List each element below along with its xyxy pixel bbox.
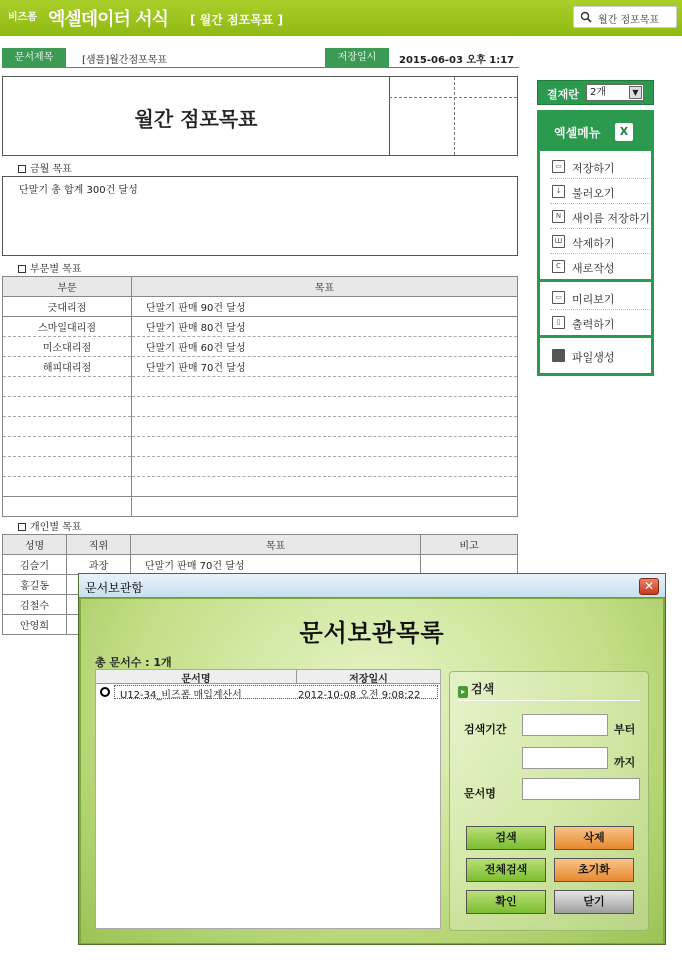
menu-item-new[interactable] (550, 255, 650, 279)
period-label: 검색기간 (464, 723, 507, 736)
docname-label: 문서명 (464, 787, 496, 800)
period-from-input[interactable] (522, 714, 608, 736)
doc-date-label: 저장일시 (325, 48, 389, 67)
table-cell: 안영희 (3, 615, 67, 635)
approval-panel (537, 80, 654, 105)
logo-main: 엑셀데이터 서식 (48, 9, 168, 30)
table-cell: 김철수 (3, 595, 67, 615)
menu-item-save-as[interactable] (550, 205, 650, 229)
table-cell: 김슬기 (3, 555, 67, 575)
table-row (3, 477, 518, 497)
divider (540, 279, 651, 282)
column-header: 직위 (67, 535, 131, 555)
menu-item-load[interactable] (550, 180, 650, 204)
table-row (3, 377, 518, 397)
menu-item-label: 출력하기 (572, 318, 615, 331)
save-icon: ▭ (552, 160, 565, 173)
table-cell: 미소대리점 (3, 337, 132, 357)
divider (2, 67, 519, 68)
search-all-button[interactable]: 전체검색 (466, 858, 546, 882)
search-panel-title (458, 680, 494, 698)
column-header: 비고 (421, 535, 518, 555)
to-label: 까지 (614, 756, 636, 769)
trash-icon: Ш (552, 235, 565, 248)
section-person-goal (18, 518, 81, 533)
doc-date-value: 2015-06-03 오후 1:17 (399, 55, 515, 66)
table-row (3, 417, 518, 437)
table-row (3, 497, 518, 517)
title-box (2, 76, 518, 156)
table-row (3, 457, 518, 477)
approval-label: 결재란 (547, 88, 579, 101)
menu-item-label: 미리보기 (572, 293, 615, 306)
column-header: 목표 (132, 277, 518, 297)
menu-item-label: 새로작성 (572, 262, 615, 275)
table-row (3, 437, 518, 457)
menu-item-create-file[interactable] (550, 344, 650, 368)
menu-item-label: 파일생성 (572, 351, 615, 364)
doc-title-label: 문서제목 (2, 48, 66, 67)
monthly-goal-text: 단말기 총 합계 300건 달성 (19, 185, 138, 196)
dropdown-arrow-icon: ▼ (629, 86, 642, 99)
document-storage-dialog (78, 573, 666, 945)
ok-button[interactable]: 확인 (466, 890, 546, 914)
menu-item-save[interactable] (550, 155, 650, 179)
menu-item-print[interactable] (550, 311, 650, 335)
table-cell: 과장 (67, 555, 131, 575)
table-cell: 단말기 판매 90건 달성 (132, 297, 518, 317)
print-icon: ▯ (552, 316, 565, 329)
square-bullet-icon (18, 265, 26, 273)
table-cell: 단말기 판매 60건 달성 (132, 337, 518, 357)
excel-icon: X (615, 123, 633, 141)
search-title-text: 검색 (471, 682, 495, 696)
menu-item-label: 새이름 저장하기 (572, 212, 650, 225)
row-doc-name: U12-34_비즈폼 매입계산서 (120, 690, 242, 701)
list-item[interactable] (96, 684, 440, 700)
monthly-goal-box (2, 176, 518, 256)
table-cell: 단말기 판매 70건 달성 (132, 357, 518, 377)
menu-item-preview[interactable] (550, 286, 650, 310)
document-list[interactable] (95, 669, 441, 929)
document-count: 총 문서수 : 1개 (95, 656, 172, 669)
table-cell: 긋대리점 (3, 297, 132, 317)
page-title: 월간 점포목표 (134, 107, 258, 131)
docname-input[interactable] (522, 778, 640, 800)
menu-item-delete[interactable] (550, 230, 650, 254)
preview-icon: ▭ (552, 291, 565, 304)
table-cell: 단말기 판매 70건 달성 (131, 555, 421, 575)
new-doc-icon: C (552, 260, 565, 273)
table-cell (421, 555, 518, 575)
dept-table (2, 276, 518, 517)
search-input[interactable] (573, 6, 677, 28)
section-monthly-goal (18, 160, 72, 175)
dialog-title: 문서보관함 (85, 581, 143, 595)
close-button[interactable]: 닫기 (554, 890, 634, 914)
list-header (96, 670, 440, 684)
dialog-body (81, 599, 663, 943)
table-cell: 홍길동 (3, 575, 67, 595)
close-icon[interactable]: ✕ (639, 578, 659, 595)
approval-value: 2개 (590, 87, 607, 98)
square-bullet-icon (18, 165, 26, 173)
section-dept-goal (18, 260, 81, 275)
section-label: 부문별 목표 (30, 264, 82, 275)
table-row (3, 397, 518, 417)
row-doc-date: 2012-10-08 오전 9:08:22 (298, 690, 421, 701)
menu-title: 엑셀메뉴 (554, 126, 601, 140)
from-label: 부터 (614, 723, 636, 736)
divider (389, 77, 390, 155)
period-to-input[interactable] (522, 747, 608, 769)
folder-icon (552, 349, 565, 362)
table-cell: 해피대리점 (3, 357, 132, 377)
section-label: 개인별 목표 (30, 522, 82, 533)
table-cell: 스마일대리점 (3, 317, 132, 337)
column-header: 성명 (3, 535, 67, 555)
menu-item-label: 삭제하기 (572, 237, 615, 250)
column-header-date[interactable]: 저장일시 (349, 674, 388, 685)
delete-button[interactable]: 삭제 (554, 826, 634, 850)
divider (454, 77, 455, 155)
reset-button[interactable]: 초기화 (554, 858, 634, 882)
column-header-name[interactable]: 문서명 (181, 674, 211, 685)
excel-menu (537, 110, 654, 376)
column-header: 부문 (3, 277, 132, 297)
table-cell: 단말기 판매 80건 달성 (132, 317, 518, 337)
search-value: 월간 점포목표 (598, 15, 660, 26)
search-button[interactable]: 검색 (466, 826, 546, 850)
square-bullet-icon (18, 523, 26, 531)
search-panel (449, 671, 649, 931)
section-label: 금월 목표 (30, 164, 72, 175)
approval-select[interactable] (586, 84, 644, 101)
column-header: 목표 (131, 535, 421, 555)
divider (458, 700, 640, 701)
search-bullet-icon: ▸ (458, 686, 468, 698)
dialog-heading: 문서보관목록 (299, 619, 445, 647)
load-icon: ↓ (552, 185, 565, 198)
dialog-titlebar (79, 574, 665, 598)
radio-button[interactable] (100, 687, 110, 697)
save-as-icon: N (552, 210, 565, 223)
top-bar (0, 0, 682, 36)
search-icon (580, 11, 592, 23)
menu-item-label: 저장하기 (572, 162, 615, 175)
menu-header (540, 113, 651, 151)
divider (389, 97, 517, 98)
divider (540, 335, 651, 338)
page-subtitle: [ 월간 점포목표 ] (190, 13, 284, 27)
menu-item-label: 불러오기 (572, 187, 615, 200)
logo-small: 비즈폼 (8, 12, 37, 23)
doc-title-value: [샘플]월간점포목표 (82, 55, 168, 66)
